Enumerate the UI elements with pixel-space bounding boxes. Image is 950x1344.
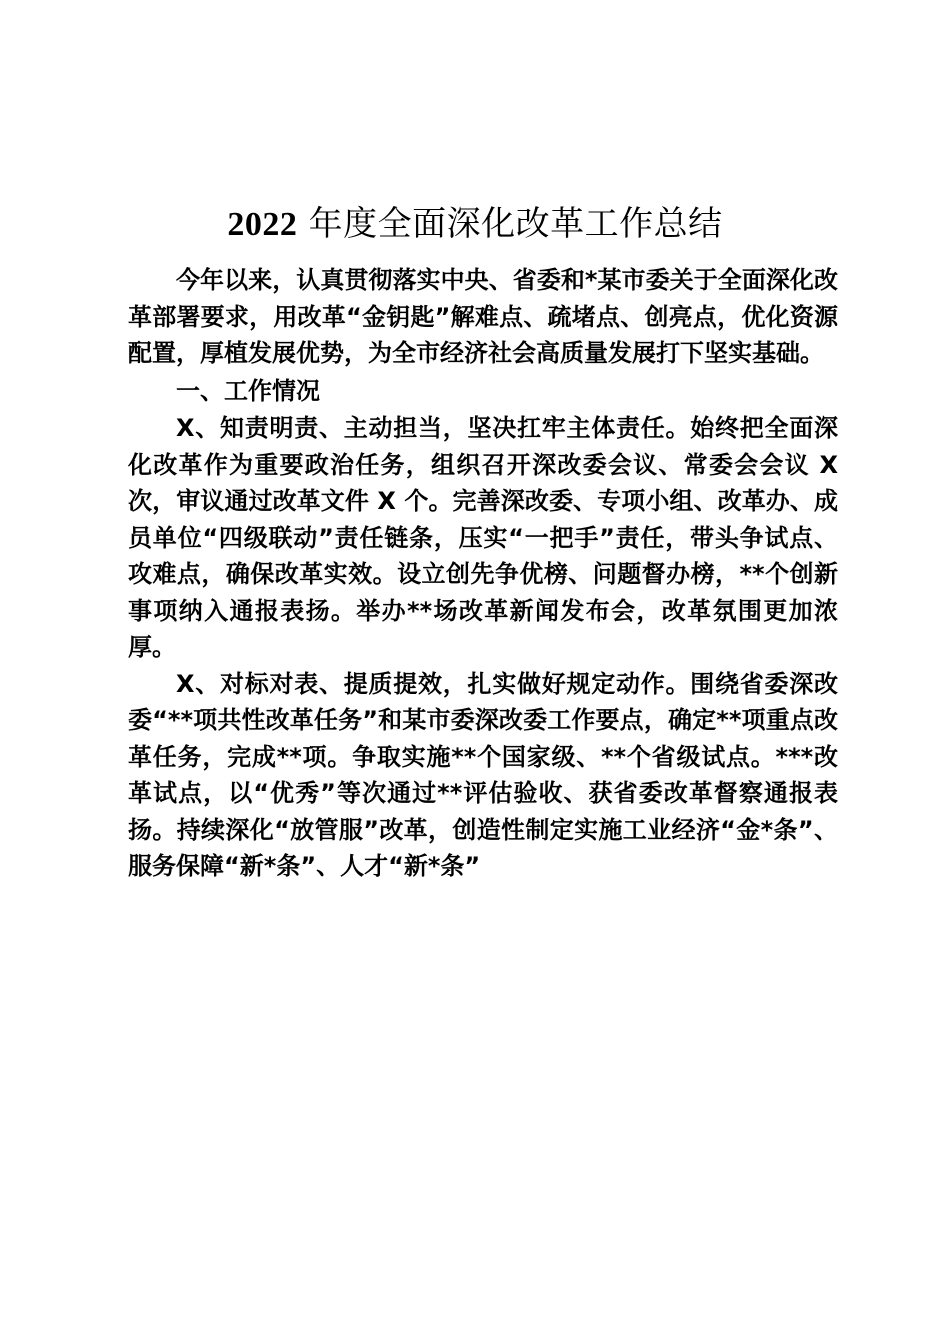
intro-paragraph: 今年以来，认真贯彻落实中央、省委和*某市委关于全面深化改革部署要求，用改革“金钥匙”解难点、疏堵点、创亮点，优化资源配置，厚植发展优势，为全市经济社会高质量发展打下坚实基础。 (128, 266, 838, 367)
body-paragraph: X、对标对表、提质提效，扎实做好规定动作。围绕省委深改委“**项共性改革任务”和某市委深改委工作要点，确定**项重点改革任务，完成**项。争取实施**个国家级、**个省级试点。***改革试点，以“优秀”等次通过**评估验收、获省委改革督察通报表扬。持续深化“放管服”改革，创造性制定实施工业经济“金*条”、服务保障“新*条”、人才“新*条” (128, 669, 838, 880)
title-text: 年度全面深化改革工作总结 (297, 203, 723, 244)
title-year: 2022 (227, 205, 298, 243)
document-title (0, 199, 950, 250)
body-paragraph: X、知责明责、主动担当，坚决扛牢主体责任。始终把全面深化改革作为重要政治任务，组织召开深改委会议、常委会会议 X 次，审议通过改革文件 X 个。完善深改委、专项小组、改革办、成员单位“四级联动”责任链条，压实“一把手”责任，带头争试点、攻难点，确保改革实效。设立创先争优榜、问题督办榜，**个创新事项纳入通报表扬。举办**场改革新闻发布会，改革氛围更加浓厚。 (128, 414, 838, 661)
section-heading: 一、工作情况 (176, 376, 320, 405)
document-body (128, 262, 838, 885)
